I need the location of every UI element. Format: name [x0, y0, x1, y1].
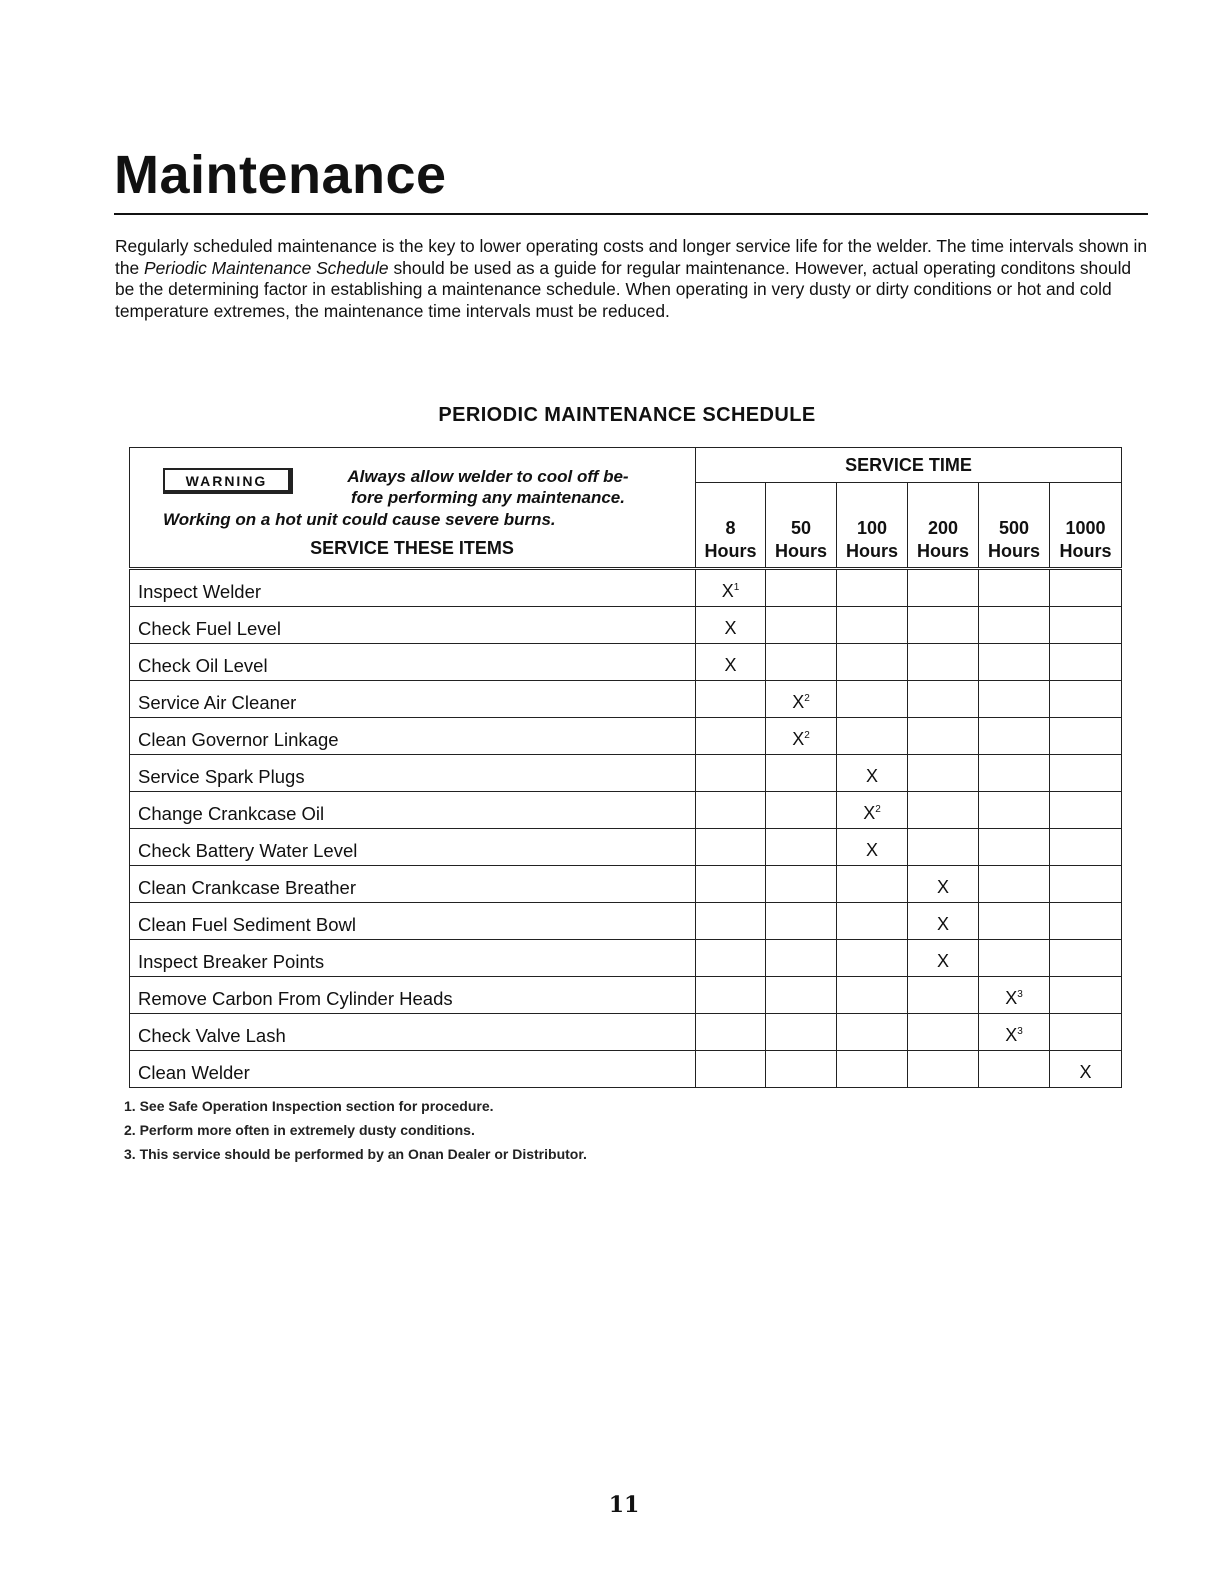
service-item: Remove Carbon From Cylinder Heads — [130, 977, 696, 1014]
table-row — [130, 1051, 1122, 1088]
table-row — [130, 755, 1122, 792]
interval-unit: Hours — [916, 541, 969, 561]
schedule-cell — [696, 1051, 766, 1088]
schedule-cell — [766, 829, 837, 866]
schedule-mark: X — [865, 766, 878, 786]
service-item: Clean Crankcase Breather — [130, 866, 696, 903]
table-row — [130, 866, 1122, 903]
table-row — [130, 940, 1122, 977]
schedule-cell — [837, 1014, 908, 1051]
schedule-cell — [979, 644, 1050, 681]
footnote-3: 3. This service should be performed by an Onan Dealer or Distributor. — [124, 1146, 587, 1162]
schedule-mark: X — [936, 914, 949, 934]
schedule-cell — [1050, 1014, 1122, 1051]
table-row — [130, 792, 1122, 829]
interval-unit: Hours — [774, 541, 827, 561]
schedule-cell — [696, 940, 766, 977]
schedule-cell — [696, 607, 766, 644]
schedule-cell — [1050, 681, 1122, 718]
table-row — [130, 607, 1122, 644]
schedule-cell — [696, 903, 766, 940]
table-row — [130, 718, 1122, 755]
schedule-cell — [696, 829, 766, 866]
table-row — [130, 977, 1122, 1014]
schedule-mark: X — [936, 951, 949, 971]
schedule-cell — [1050, 644, 1122, 681]
schedule-cell — [766, 903, 837, 940]
schedule-cell — [766, 607, 837, 644]
schedule-cell — [908, 755, 979, 792]
schedule-cell — [1050, 755, 1122, 792]
footnote-ref: 2 — [804, 730, 810, 741]
service-item: Inspect Welder — [130, 569, 696, 607]
schedule-cell — [696, 755, 766, 792]
intro-paragraph — [115, 236, 1150, 322]
schedule-cell — [837, 1051, 908, 1088]
schedule-cell — [908, 718, 979, 755]
intro-line-4: When operating in very dusty or dirty conditions or hot and cold temperature extremes, the maintenance time — [115, 279, 1112, 321]
schedule-cell — [979, 866, 1050, 903]
schedule-cell — [766, 977, 837, 1014]
schedule-cell — [908, 792, 979, 829]
schedule-mark: X — [721, 581, 734, 601]
table-row — [130, 829, 1122, 866]
page-title: Maintenance — [114, 145, 447, 205]
interval-header-5 — [1050, 483, 1122, 569]
intro-line-3: However, actual operating conditons should be the determining factor in establishing a maintenance schedule. — [115, 257, 1132, 299]
footnote-ref: 1 — [733, 582, 740, 593]
schedule-cell — [837, 977, 908, 1014]
schedule-cell — [1050, 829, 1122, 866]
schedule-cell — [908, 977, 979, 1014]
schedule-cell — [837, 644, 908, 681]
footnote-ref: 2 — [875, 804, 881, 815]
schedule-cell — [1050, 903, 1122, 940]
schedule-mark: X — [724, 618, 737, 638]
interval-value: 50 — [790, 518, 812, 538]
schedule-mark: X — [936, 877, 949, 897]
warning-text — [318, 466, 658, 508]
schedule-cell — [837, 718, 908, 755]
title-rule — [114, 213, 1148, 215]
schedule-cell — [979, 903, 1050, 940]
schedule-mark: X — [1005, 988, 1018, 1008]
footnote-1: 1. See Safe Operation Inspection section for procedure. — [124, 1098, 494, 1114]
interval-value: 500 — [998, 518, 1030, 538]
schedule-cell — [696, 644, 766, 681]
interval-unit: Hours — [845, 541, 898, 561]
schedule-cell — [837, 755, 908, 792]
service-items-header: SERVICE THESE ITEMS — [310, 538, 514, 558]
schedule-mark: X — [724, 655, 737, 675]
schedule-cell — [1050, 977, 1122, 1014]
schedule-cell — [1050, 866, 1122, 903]
schedule-cell — [837, 569, 908, 607]
interval-value: 1000 — [1065, 518, 1106, 538]
page-number: 11 — [608, 1492, 640, 1518]
warning-line-3: Working on a hot unit could cause severe burns. — [163, 510, 556, 529]
schedule-cell — [766, 681, 837, 718]
service-item: Check Valve Lash — [130, 1014, 696, 1051]
schedule-cell — [979, 977, 1050, 1014]
service-item: Check Oil Level — [130, 644, 696, 681]
schedule-title: PERIODIC MAINTENANCE SCHEDULE — [438, 404, 816, 426]
schedule-cell — [837, 607, 908, 644]
schedule-cell — [908, 1014, 979, 1051]
interval-unit: Hours — [987, 541, 1040, 561]
schedule-cell — [837, 792, 908, 829]
footnote-ref: 3 — [1017, 989, 1023, 1000]
schedule-cell — [979, 755, 1050, 792]
schedule-cell — [766, 792, 837, 829]
table-row — [130, 644, 1122, 681]
service-item: Check Battery Water Level — [130, 829, 696, 866]
schedule-header-left — [130, 448, 696, 569]
footnote-ref: 2 — [804, 693, 810, 704]
schedule-cell — [908, 607, 979, 644]
schedule-cell — [1050, 718, 1122, 755]
interval-unit: Hours — [704, 541, 757, 561]
schedule-mark: X — [863, 803, 876, 823]
service-item: Clean Governor Linkage — [130, 718, 696, 755]
schedule-cell — [979, 792, 1050, 829]
service-item: Clean Fuel Sediment Bowl — [130, 903, 696, 940]
schedule-cell — [1050, 1051, 1122, 1088]
table-row — [130, 569, 1122, 607]
intro-schedule-ref: Periodic Maintenance Schedule — [144, 257, 389, 278]
schedule-cell — [908, 866, 979, 903]
schedule-cell — [837, 866, 908, 903]
interval-header-4 — [979, 483, 1050, 569]
schedule-cell — [766, 866, 837, 903]
schedule-cell — [979, 1051, 1050, 1088]
schedule-cell — [979, 681, 1050, 718]
schedule-cell — [696, 792, 766, 829]
schedule-cell — [979, 718, 1050, 755]
schedule-cell — [979, 829, 1050, 866]
service-item: Inspect Breaker Points — [130, 940, 696, 977]
schedule-cell — [696, 718, 766, 755]
intro-line-2a: time intervals shown in the — [115, 236, 1148, 278]
service-item: Clean Welder — [130, 1051, 696, 1088]
interval-header-0 — [696, 483, 766, 569]
schedule-cell — [908, 1051, 979, 1088]
schedule-cell — [908, 940, 979, 977]
warning-line-2: fore performing any maintenance. — [351, 488, 625, 507]
schedule-cell — [979, 1014, 1050, 1051]
schedule-cell — [1050, 569, 1122, 607]
service-item: Service Air Cleaner — [130, 681, 696, 718]
warning-line-1: Always allow welder to cool off be- — [347, 467, 629, 486]
schedule-cell — [979, 569, 1050, 607]
interval-header-2 — [837, 483, 908, 569]
footnotes-list — [124, 1094, 587, 1166]
table-row — [130, 903, 1122, 940]
schedule-cell — [766, 1051, 837, 1088]
schedule-cell — [908, 681, 979, 718]
schedule-cell — [696, 681, 766, 718]
intro-line-5: intervals must be reduced. — [465, 300, 670, 321]
schedule-cell — [696, 866, 766, 903]
schedule-body — [130, 569, 1122, 1088]
schedule-cell — [696, 569, 766, 607]
schedule-cell — [696, 1014, 766, 1051]
schedule-mark: X — [792, 692, 805, 712]
schedule-cell — [908, 903, 979, 940]
maintenance-schedule-table — [129, 447, 1122, 1088]
service-time-header: SERVICE TIME — [696, 448, 1122, 483]
schedule-mark: X — [1005, 1025, 1018, 1045]
schedule-cell — [1050, 940, 1122, 977]
schedule-cell — [766, 569, 837, 607]
schedule-cell — [908, 829, 979, 866]
schedule-cell — [837, 829, 908, 866]
warning-badge: WARNING — [163, 468, 293, 494]
table-row — [130, 681, 1122, 718]
schedule-cell — [696, 977, 766, 1014]
schedule-cell — [1050, 792, 1122, 829]
interval-header-1 — [766, 483, 837, 569]
schedule-cell — [766, 1014, 837, 1051]
interval-value: 200 — [927, 518, 959, 538]
schedule-cell — [837, 940, 908, 977]
schedule-cell — [837, 681, 908, 718]
schedule-cell — [766, 644, 837, 681]
interval-header-3 — [908, 483, 979, 569]
service-item: Service Spark Plugs — [130, 755, 696, 792]
footnote-2: 2. Perform more often in extremely dusty conditions. — [124, 1122, 475, 1138]
schedule-cell — [979, 607, 1050, 644]
interval-unit: Hours — [1059, 541, 1112, 561]
footnote-ref: 3 — [1017, 1026, 1023, 1037]
schedule-cell — [908, 569, 979, 607]
intro-line-1: Regularly scheduled maintenance is the key to lower operating costs and longer service life for the welder. The — [115, 236, 967, 256]
schedule-mark: X — [792, 729, 805, 749]
schedule-cell — [979, 940, 1050, 977]
schedule-cell — [1050, 607, 1122, 644]
intro-line-2b: should be used as a guide for regular maintenance. — [388, 257, 790, 278]
schedule-cell — [766, 755, 837, 792]
schedule-mark: X — [1079, 1062, 1092, 1082]
schedule-cell — [837, 903, 908, 940]
schedule-cell — [766, 718, 837, 755]
service-item: Change Crankcase Oil — [130, 792, 696, 829]
table-row — [130, 1014, 1122, 1051]
interval-value: 100 — [856, 518, 888, 538]
schedule-cell — [766, 940, 837, 977]
service-item: Check Fuel Level — [130, 607, 696, 644]
schedule-cell — [908, 644, 979, 681]
interval-value: 8 — [725, 518, 736, 538]
schedule-mark: X — [865, 840, 878, 860]
